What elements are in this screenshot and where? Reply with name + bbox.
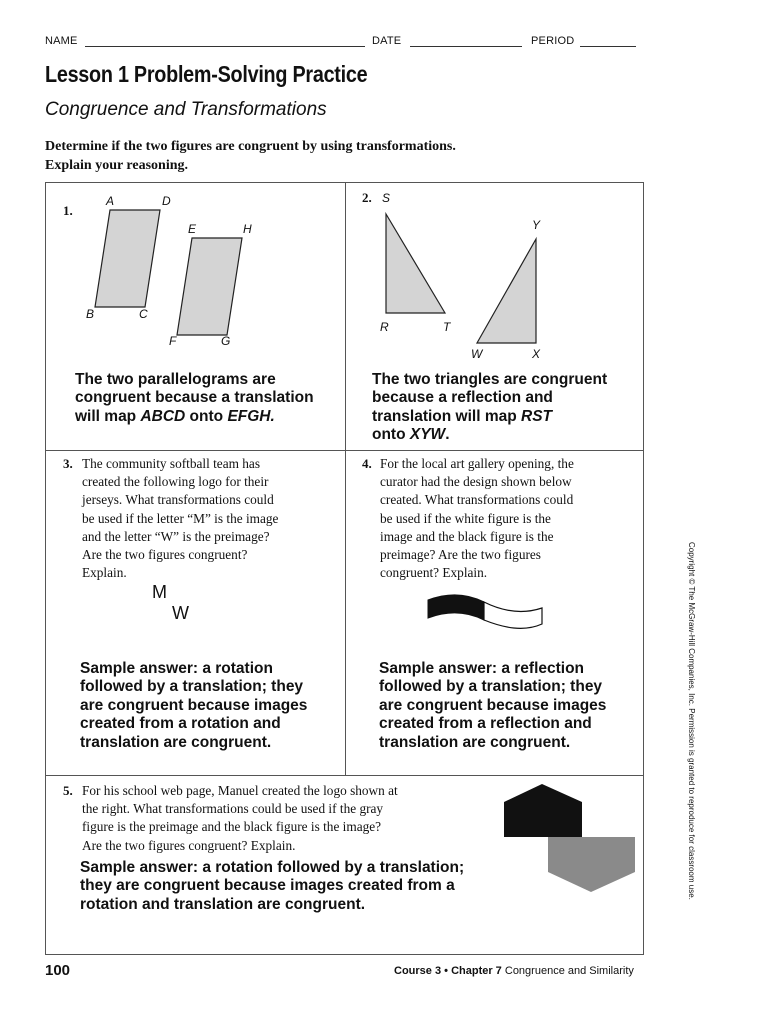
- problem-4-line: be used if the white figure is the: [380, 510, 551, 526]
- problem-1-answer-line: congruent because a translation: [75, 389, 314, 407]
- footer-course-name: Course 3: [394, 965, 442, 977]
- triangle-rst: [386, 214, 445, 313]
- problem-1-answer-line: The two parallelograms are: [75, 371, 276, 388]
- label-g: G: [221, 334, 231, 348]
- problem-3-answer-line: are congruent because images: [80, 696, 308, 714]
- black-pentagon-figure: [504, 784, 582, 837]
- gray-pentagon-figure: [548, 837, 635, 892]
- problem-5-line: Are the two figures congruent? Explain.: [82, 837, 296, 853]
- problem-3-number: 3.: [63, 456, 73, 471]
- black-wave-figure: [428, 595, 484, 620]
- problem-3-line: The community softball team has: [82, 456, 260, 471]
- problem-1-answer-efgh: EFGH.: [227, 407, 275, 425]
- problem-4-figure: [424, 590, 549, 645]
- problem-3-answer: [80, 660, 342, 752]
- problem-5-answer-line: they are congruent because images created from a: [80, 877, 455, 895]
- problem-3-text: [82, 455, 342, 582]
- label-a: A: [106, 194, 115, 208]
- problem-3-answer-line: created from a rotation and: [80, 715, 281, 733]
- problem-2-answer-line: because a reflection and: [372, 389, 553, 407]
- page-subtitle: Congruence and Transformations: [45, 99, 327, 120]
- problem-4-answer-line: are congruent because images: [379, 696, 607, 714]
- problem-4-text: [380, 455, 642, 582]
- problem-1-answer: [75, 371, 340, 426]
- problem-2-answer-rst: RST: [521, 407, 552, 425]
- problem-4-line: image and the black figure is the: [380, 528, 554, 544]
- footer-chapter: Chapter 7: [451, 965, 502, 977]
- problem-2-number: 2.: [362, 190, 372, 205]
- problem-3-line: Explain.: [82, 565, 127, 581]
- problem-5-line: For his school web page, Manuel created the logo shown at: [82, 783, 398, 798]
- label-t: T: [443, 320, 451, 334]
- instructions-line-1: Determine if the two figures are congruent by using transformations.: [45, 139, 456, 154]
- problem-3-line: and the letter “W” is the preimage?: [82, 528, 270, 544]
- grid-divider-row2: [45, 775, 644, 776]
- problem-4-line: curator had the design shown below: [380, 474, 572, 490]
- problem-2-answer-text: .: [445, 426, 450, 444]
- problem-5-number: 5.: [63, 783, 73, 798]
- problem-4-answer-line: translation are congruent.: [379, 733, 571, 751]
- problem-3-line: Are the two figures congruent?: [82, 547, 248, 563]
- label-e: E: [188, 222, 197, 236]
- logo-letter-w: W: [172, 603, 189, 623]
- problem-1-answer-abcd: ABCD: [140, 407, 186, 425]
- logo-letter-m: M: [152, 582, 167, 602]
- problem-3-line: jerseys. What transformations could: [82, 492, 274, 508]
- name-label: NAME: [45, 35, 78, 47]
- label-r: R: [380, 320, 389, 334]
- problem-4-line: congruent? Explain.: [380, 565, 488, 581]
- footer-course: [394, 965, 634, 977]
- problem-3-answer-line: Sample answer: a rotation: [80, 660, 273, 677]
- parallelogram-abcd: [95, 210, 160, 307]
- problem-1-answer-line: [75, 408, 340, 426]
- label-f: F: [169, 334, 177, 348]
- problem-2-answer-text: onto: [372, 426, 410, 444]
- problem-1-figure: [80, 190, 270, 355]
- label-x: X: [532, 347, 541, 361]
- problem-3-line: created the following logo for their: [82, 474, 269, 490]
- period-label: PERIOD: [531, 35, 575, 47]
- page-title: Lesson 1 Problem-Solving Practice: [45, 61, 368, 87]
- grid-divider-row1: [45, 450, 644, 451]
- label-w: W: [471, 347, 483, 361]
- problem-4-answer-line: created from a reflection and: [379, 715, 592, 733]
- grid-divider-vertical: [345, 182, 346, 775]
- problem-5-line: the right. What transformations could be used if the gray: [82, 801, 384, 817]
- footer-bullet: •: [444, 965, 448, 977]
- period-line: [580, 46, 636, 47]
- problem-3-line: be used if the letter “M” is the image: [82, 510, 279, 526]
- label-y: Y: [532, 218, 541, 232]
- label-s: S: [382, 191, 391, 205]
- problem-5-answer-line: rotation and translation are congruent.: [80, 895, 366, 913]
- problem-4-line: For the local art gallery opening, the: [380, 456, 574, 471]
- problem-1-answer-text: onto: [185, 407, 228, 425]
- problem-1-answer-text: will map: [75, 407, 141, 425]
- parallelogram-efgh: [177, 238, 242, 335]
- copyright-notice: Copyright © The McGraw-Hill Companies, Inc. Permission is granted to reproduce for classroom use.: [687, 542, 696, 900]
- footer-chapter-title: Congruence and Similarity: [504, 965, 634, 977]
- label-c: C: [139, 307, 148, 321]
- problem-5-line: figure is the preimage and the black figure is the image?: [82, 819, 382, 835]
- problem-4-answer: [379, 660, 641, 752]
- problem-2-answer-text: translation will map: [372, 407, 521, 425]
- white-wave-figure: [484, 602, 542, 628]
- problem-1-number: 1.: [63, 203, 73, 218]
- date-label: DATE: [372, 35, 402, 47]
- problem-2-answer-line: The two triangles are congruent: [372, 371, 608, 388]
- triangle-xyw: [477, 239, 536, 343]
- problem-4-line: preimage? Are the two figures: [380, 547, 541, 563]
- label-h: H: [243, 222, 252, 236]
- problem-5-text: [82, 782, 502, 855]
- label-b: B: [86, 307, 95, 321]
- problem-2-answer-line: [372, 408, 637, 426]
- problem-4-line: created. What transformations could: [380, 492, 574, 508]
- date-line: [410, 46, 522, 47]
- problem-3-answer-line: followed by a translation; they: [80, 678, 304, 696]
- instructions: [45, 137, 625, 175]
- problem-2-answer-line: [372, 426, 637, 444]
- problem-5-answer: [80, 859, 560, 914]
- problem-4-answer-line: Sample answer: a reflection: [379, 660, 585, 677]
- instructions-line-2: Explain your reasoning.: [45, 158, 189, 173]
- name-line: [85, 46, 365, 47]
- page-number: 100: [45, 962, 71, 979]
- problem-4-answer-line: followed by a translation; they: [379, 678, 603, 696]
- problem-4-number: 4.: [362, 456, 372, 471]
- problem-2-answer: [372, 371, 637, 445]
- problem-5-answer-line: Sample answer: a rotation followed by a translation;: [80, 859, 465, 876]
- label-d: D: [162, 194, 171, 208]
- problem-2-answer-xyw: XYW: [409, 426, 446, 444]
- problem-3-answer-line: translation are congruent.: [80, 733, 272, 751]
